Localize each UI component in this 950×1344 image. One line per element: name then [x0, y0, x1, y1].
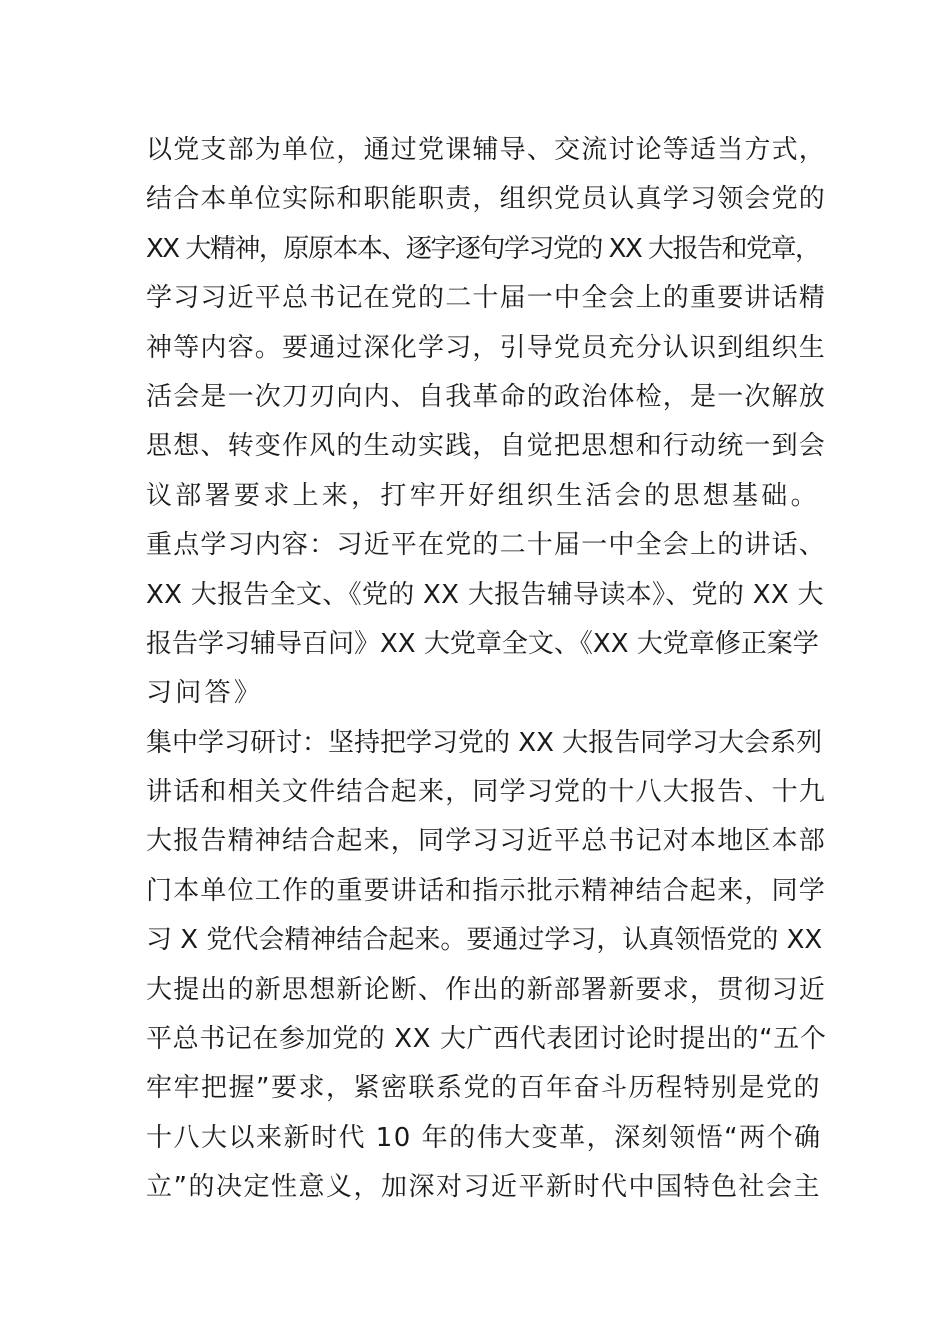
document-body — [146, 126, 826, 1213]
section-heading-line: 集中学习研讨：坚持把学习党的 XX 大报告同学习大会系列 — [146, 727, 823, 758]
text-line: 活会是一次刀刃向内、自我革命的政治体检，是一次解放 — [146, 381, 827, 412]
text-line: 结合本单位实际和职能职责，组织党员认真学习领会党的 — [146, 184, 827, 215]
text-line: 大提出的新思想新论断、作出的新部署新要求，贯彻习近 — [146, 974, 827, 1005]
text-line: 牢牢把握”要求，紧密联系党的百年奋斗历程特别是党的 — [146, 1073, 821, 1104]
text-line: 立”的决定性意义，加深对习近平新时代中国特色社会主 — [146, 1172, 821, 1203]
text-line: 报告学习辅导百问》XX 大党章全文、《XX 大党章修正案学 — [146, 628, 819, 659]
text-line: 思想、转变作风的生动实践，自觉把思想和行动统一到会 — [146, 431, 827, 462]
text-line: XX 大报告全文、《党的 XX 大报告辅导读本》、党的 XX 大 — [146, 579, 824, 610]
text-line: 习 X 党代会精神结合起来。要通过学习，认真领悟党的 XX — [146, 925, 823, 956]
text-line: 十八大以来新时代 10 年的伟大变革，深刻领悟“两个确 — [146, 1122, 822, 1153]
text-line: 习问答》 — [146, 678, 264, 709]
text-line: 以党支部为单位，通过党课辅导、交流讨论等适当方式， — [146, 135, 827, 165]
text-line: 讲话和相关文件结合起来，同学习党的十八大报告、十九 — [146, 777, 827, 808]
text-line: 门本单位工作的重要讲话和指示批示精神结合起来，同学 — [146, 875, 827, 906]
text-line: 学习习近平总书记在党的二十届一中全会上的重要讲话精 — [146, 283, 827, 314]
text-line: XX 大精神，原原本本、逐字逐句学习党的 XX 大报告和党章， — [146, 233, 820, 264]
section-heading-line: 重点学习内容：习近平在党的二十届一中全会上的讲话、 — [146, 530, 827, 561]
text-line: 平总书记在参加党的 XX 大广西代表团讨论时提出的“五个 — [146, 1024, 827, 1055]
text-line: 神等内容。要通过深化学习，引导党员充分认识到组织生 — [146, 332, 827, 363]
text-line: 大报告精神结合起来，同学习习近平总书记对本地区本部 — [146, 826, 827, 857]
text-line: 议部署要求上来，打牢开好组织生活会的思想基础。 — [146, 480, 820, 511]
